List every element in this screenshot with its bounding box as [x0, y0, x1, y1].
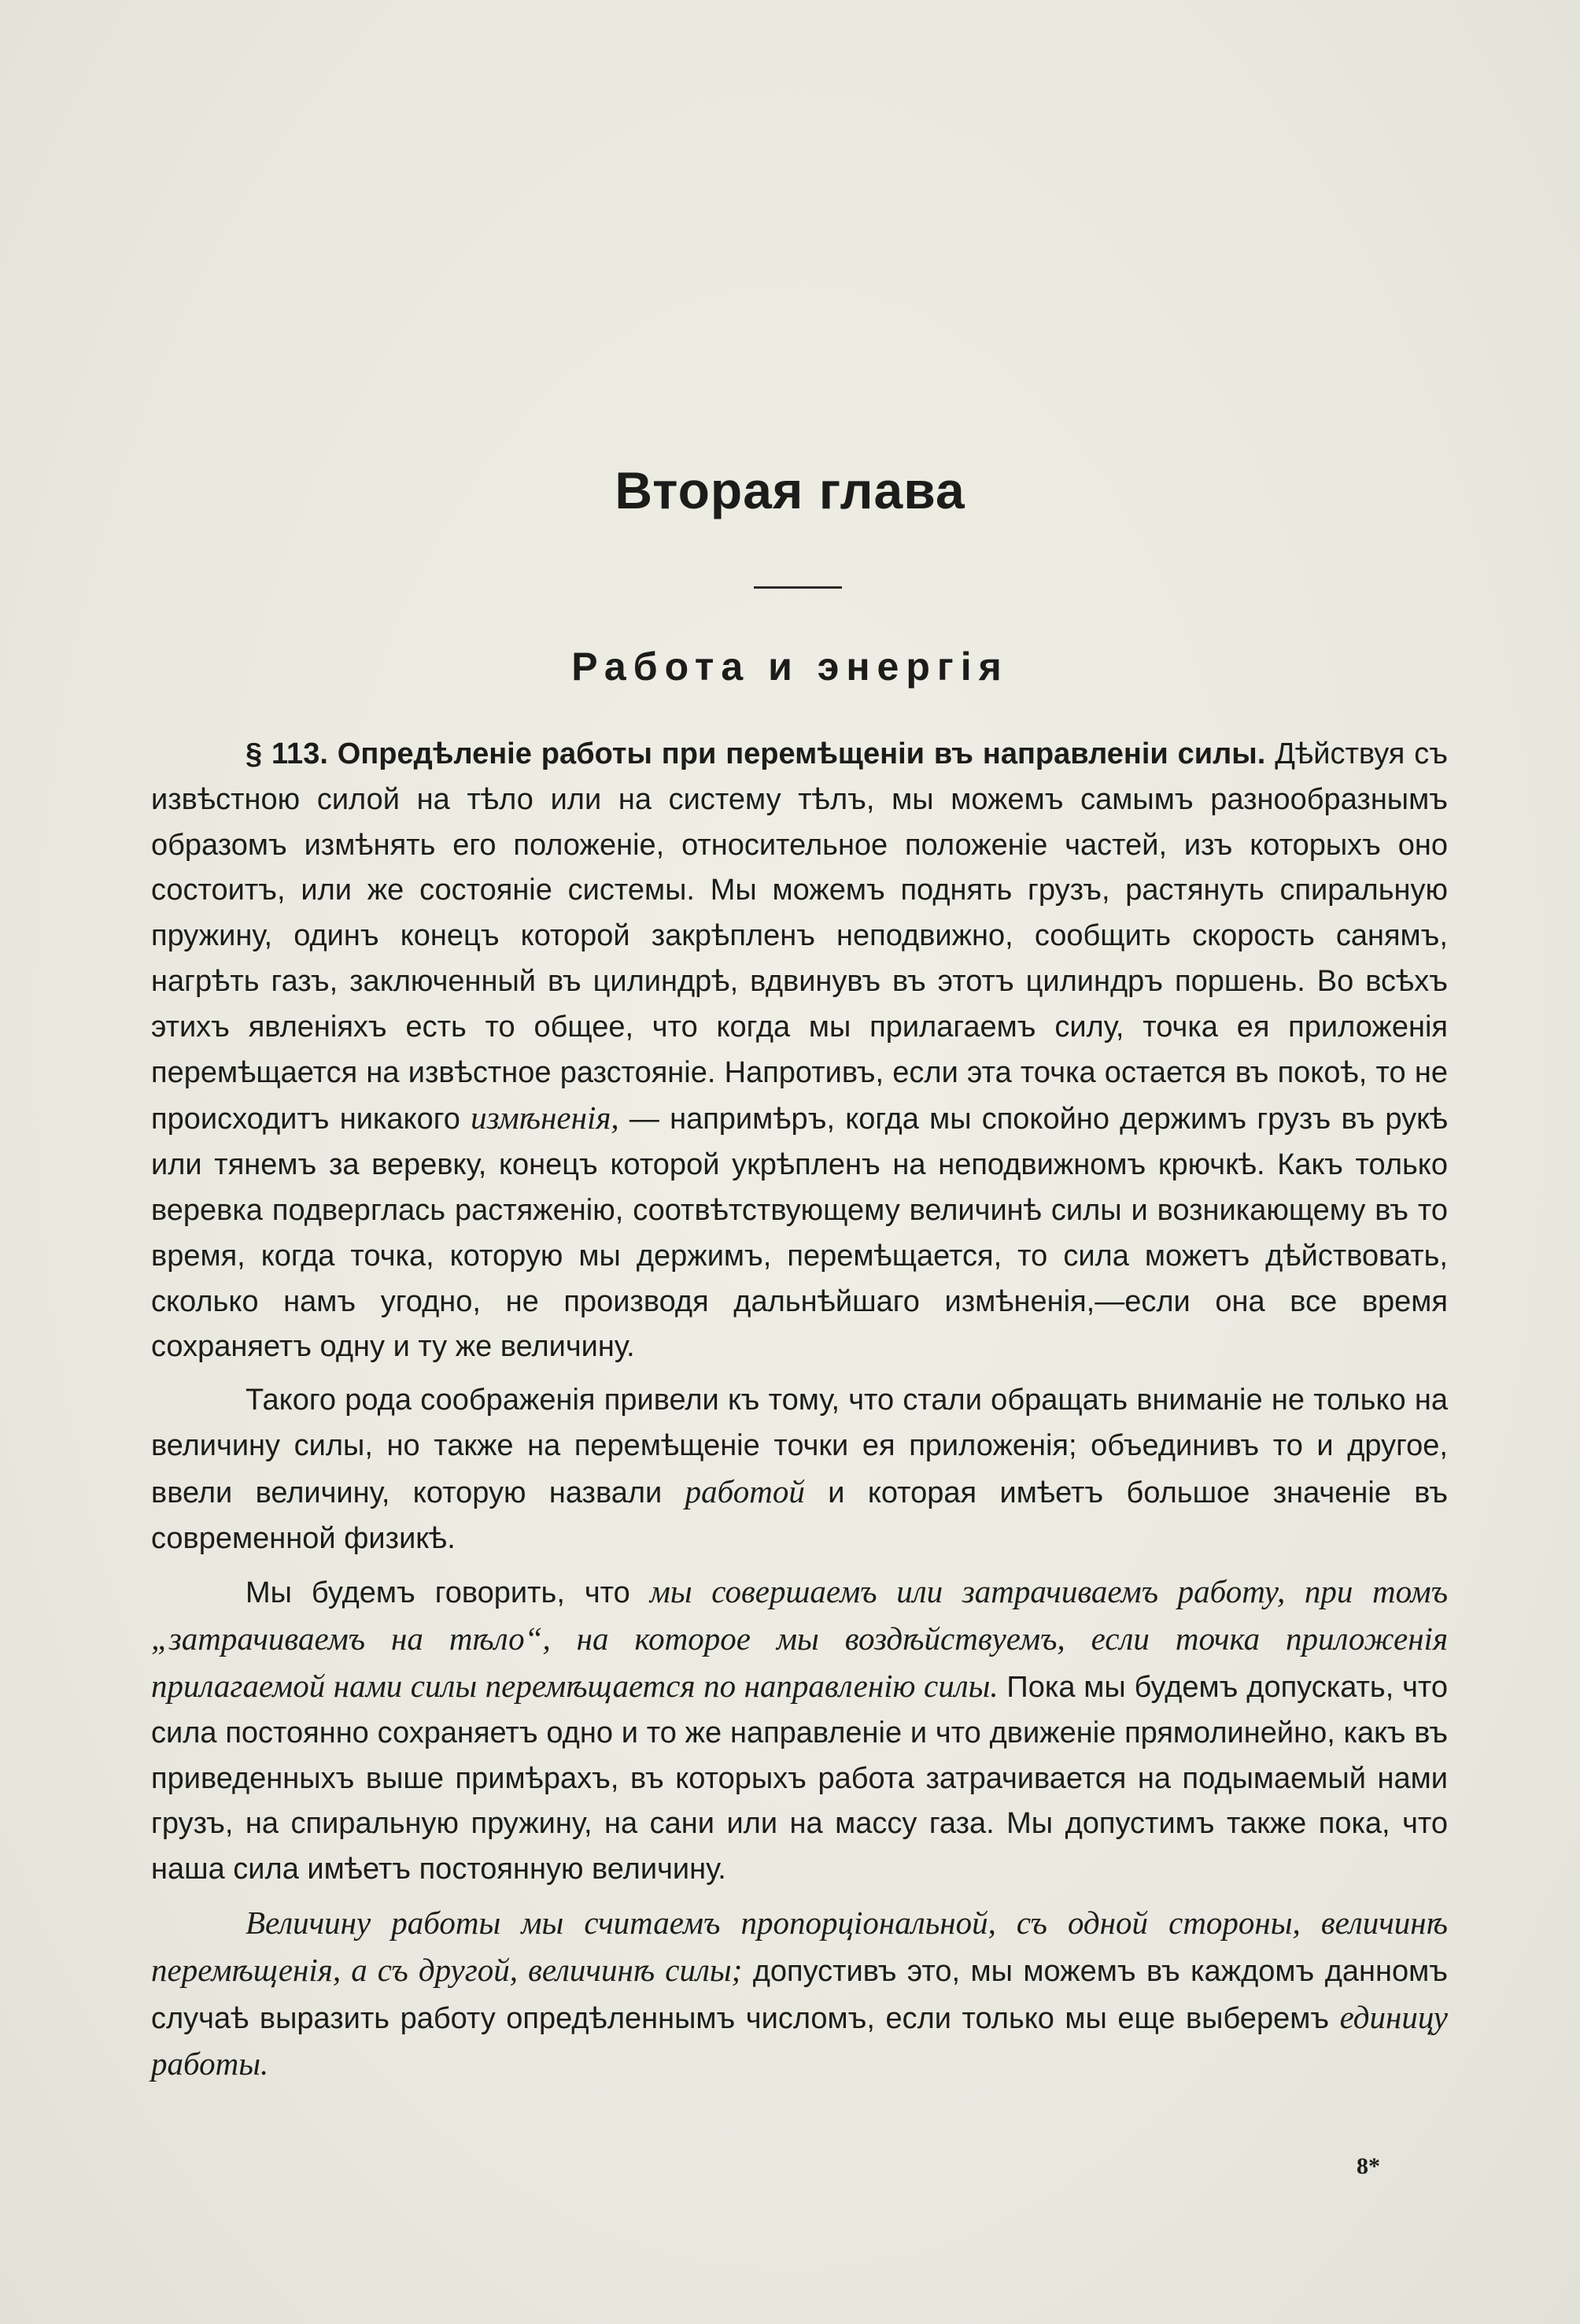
paragraph-2-tail: и которая имѣетъ большое значеніе въ современной физикѣ.	[151, 1476, 1448, 1555]
body-text	[151, 732, 1448, 2097]
page-number: 8*	[1357, 2153, 1380, 2179]
paragraph-1-tail: — напримѣръ, когда мы спокойно держимъ грузъ въ рукѣ или тянемъ за веревку, конецъ которой укрѣпленъ на неподвижномъ крючкѣ. Какъ только веревка подверглась растяженію, соотвѣтствующему величинѣ силы и возникающему въ то время, когда точка, которую мы держимъ, перемѣщается, то сила можетъ дѣйствовать, сколько намъ угодно, не производя дальнѣйшаго измѣненія,—если она все время сохраняетъ одну и ту же величину.	[151, 1103, 1448, 1364]
paragraph-3	[151, 1569, 1448, 1893]
paragraph-4-emphasis: Величину работы мы считаемъ пропорціональной, съ одной стороны, величинѣ перемѣщенія, а съ другой, величинѣ силы;	[151, 1904, 1448, 1988]
chapter-title: Вторая глава	[615, 461, 965, 519]
paragraph-1-emphasis: измѣненія,	[471, 1099, 619, 1136]
paragraph-4-text: допустивъ это, мы можемъ въ каждомъ данномъ случаѣ выразить работу опредѣленнымъ числомъ, если только мы еще выберемъ	[151, 1954, 1448, 2035]
paragraph-3-emphasis: мы совершаемъ или затрачиваемъ работу, при томъ „затрачиваемъ на тѣло“, на которое мы воздѣйствуемъ, если точка приложенія прилагаемой нами силы перемѣщается по направленію силы.	[151, 1573, 1448, 1704]
paragraph-4	[151, 1901, 1448, 2089]
paragraph-1-text: Дѣйствуя съ извѣстною силой на тѣло или на систему тѣлъ, мы можемъ самымъ разнообразнымъ образомъ измѣнять его положеніе, относительное положеніе частей, изъ которыхъ оно состоитъ, или же состояніе системы. Мы можемъ поднять грузъ, растянуть спиральную пружину, одинъ конецъ которой закрѣпленъ неподвижно, сообщить скорость санямъ, нагрѣть газъ, заключенный въ цилиндрѣ, вдвинувъ въ этотъ цилиндръ поршень. Во всѣхъ этихъ явленіяхъ есть то общее, что когда мы прилагаемъ силу, точка ея приложенія перемѣщается на извѣстное разстояніе. Напротивъ, если эта точка остается въ покоѣ, то не происходитъ никакого	[151, 737, 1448, 1136]
paragraph-3-tail: Пока мы будемъ допускать, что сила постоянно сохраняетъ одно и то же направленіе и что движеніе прямолинейно, какъ въ приведенныхъ выше примѣрахъ, въ которыхъ работа затрачивается на подымаемый нами грузъ, на спиральную пружину, на сани или на массу газа. Мы допустимъ также пока, что наша сила имѣетъ постоянную величину.	[151, 1670, 1448, 1886]
paragraph-3-text: Мы будемъ говорить, что	[245, 1576, 650, 1610]
section-title: Работа и энергія	[571, 645, 1009, 689]
section-heading: § 113. Опредѣленіе работы при перемѣщеніи въ направленіи силы.	[245, 737, 1266, 770]
paragraph-2-emphasis: работой	[685, 1472, 805, 1509]
paragraph-2-text: Такого рода соображенія привели къ тому, что стали обращать вниманіе не только на величину силы, но также на перемѣщеніе точки ея приложенія; объединивъ то и другое, ввели величину, которую назвали	[151, 1384, 1448, 1509]
title-divider	[754, 586, 842, 589]
paragraph-4-emphasis-2: единицу работы.	[151, 1998, 1448, 2082]
paragraph-1	[151, 732, 1448, 1370]
paragraph-2	[151, 1378, 1448, 1561]
